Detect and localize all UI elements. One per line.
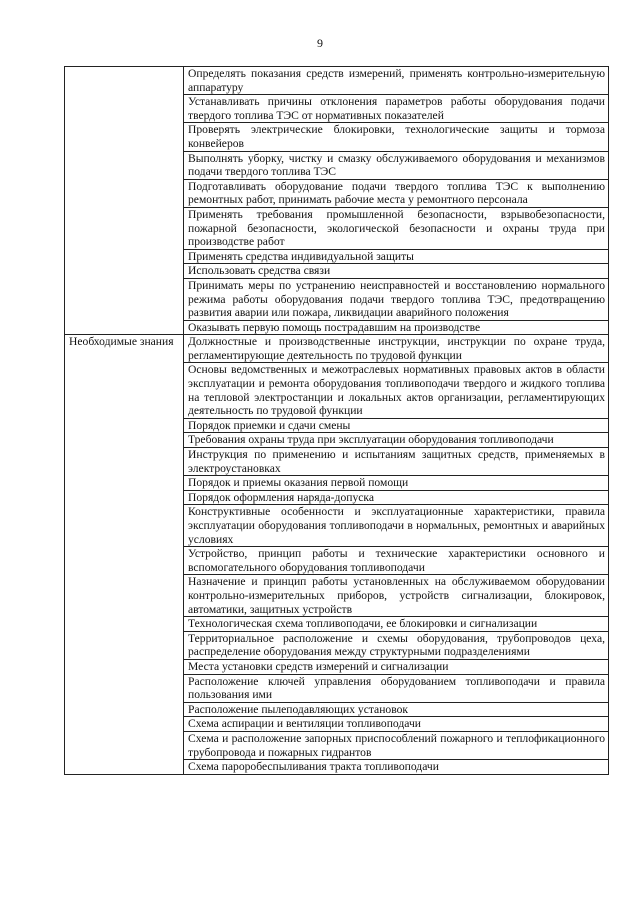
knowledge-item: Порядок оформления наряда-допуска bbox=[184, 490, 609, 505]
knowledge-item: Конструктивные особенности и эксплуатационные характеристики, правила эксплуатации оборудования топливоподачи в нормальных, ремонтных и аварийных условиях bbox=[184, 505, 609, 547]
skill-item: Проверять электрические блокировки, технологические защиты и тормоза конвейеров bbox=[184, 123, 609, 151]
knowledge-row bbox=[65, 335, 609, 363]
knowledge-item: Порядок и приемы оказания первой помощи bbox=[184, 476, 609, 491]
skills-label-cell bbox=[65, 67, 184, 335]
knowledge-item: Устройство, принцип работы и технические характеристики основного и вспомогательного оборудования топливоподачи bbox=[184, 547, 609, 575]
knowledge-item: Места установки средств измерений и сигнализации bbox=[184, 659, 609, 674]
knowledge-item: Назначение и принцип работы установленных на обслуживаемом оборудовании контрольно-измерительных приборов, устройств сигнализации, блокировок, автоматики, защитных устройств bbox=[184, 575, 609, 617]
knowledge-item: Порядок приемки и сдачи смены bbox=[184, 418, 609, 433]
skill-item: Принимать меры по устранению неисправностей и восстановлению нормального режима работы оборудования подачи твердого топлива ТЭС, предотвращению развития аварии или пожара, ликвидации аварийного положения bbox=[184, 278, 609, 320]
knowledge-item: Основы ведомственных и межотраслевых нормативных правовых актов в области эксплуатации и ремонта оборудования топливоподачи твердого и жидкого топлива на тепловой электростанции и локальных актов организации, регламентирующих деятельность по трудовой функции bbox=[184, 363, 609, 418]
knowledge-item: Инструкция по применению и испытаниям защитных средств, применяемых в электроустановках bbox=[184, 448, 609, 476]
knowledge-item: Расположение ключей управления оборудованием топливоподачи и правила пользования ими bbox=[184, 674, 609, 702]
knowledge-item: Схема и расположение запорных приспособлений пожарного и теплофикационного трубопровода и пожарных гидрантов bbox=[184, 731, 609, 759]
skill-item: Использовать средства связи bbox=[184, 264, 609, 279]
requirements-table bbox=[64, 66, 609, 775]
skill-item: Применять требования промышленной безопасности, взрывобезопасности, пожарной безопасности, экологической безопасности и охраны труда при производстве работ bbox=[184, 207, 609, 249]
knowledge-item: Расположение пылеподавляющих установок bbox=[184, 702, 609, 717]
skill-item: Устанавливать причины отклонения параметров работы оборудования подачи твердого топлива ТЭС от нормативных показателей bbox=[184, 95, 609, 123]
knowledge-item: Требования охраны труда при эксплуатации оборудования топливоподачи bbox=[184, 433, 609, 448]
knowledge-item: Должностные и производственные инструкции, инструкции по охране труда, регламентирующие деятельность по трудовой функции bbox=[184, 335, 609, 363]
page-number: 9 bbox=[317, 36, 323, 50]
skill-item: Подготавливать оборудование подачи твердого топлива ТЭС к выполнению ремонтных работ, принимать рабочие места у ремонтного персонала bbox=[184, 179, 609, 207]
skill-item: Оказывать первую помощь пострадавшим на производстве bbox=[184, 320, 609, 335]
skill-item: Применять средства индивидуальной защиты bbox=[184, 249, 609, 264]
skill-item: Выполнять уборку, чистку и смазку обслуживаемого оборудования и механизмов подачи твердого топлива ТЭС bbox=[184, 151, 609, 179]
knowledge-item: Схема аспирации и вентиляции топливоподачи bbox=[184, 717, 609, 732]
knowledge-label-cell: Необходимые знания bbox=[65, 335, 184, 774]
knowledge-item: Технологическая схема топливоподачи, ее блокировки и сигнализации bbox=[184, 617, 609, 632]
knowledge-item: Схема пароробеспыливания тракта топливоподачи bbox=[184, 760, 609, 775]
skill-item: Определять показания средств измерений, применять контрольно-измерительную аппаратуру bbox=[184, 67, 609, 95]
skill-row bbox=[65, 67, 609, 95]
knowledge-item: Территориальное расположение и схемы оборудования, трубопроводов цеха, распределение оборудования между структурными подразделениями bbox=[184, 631, 609, 659]
